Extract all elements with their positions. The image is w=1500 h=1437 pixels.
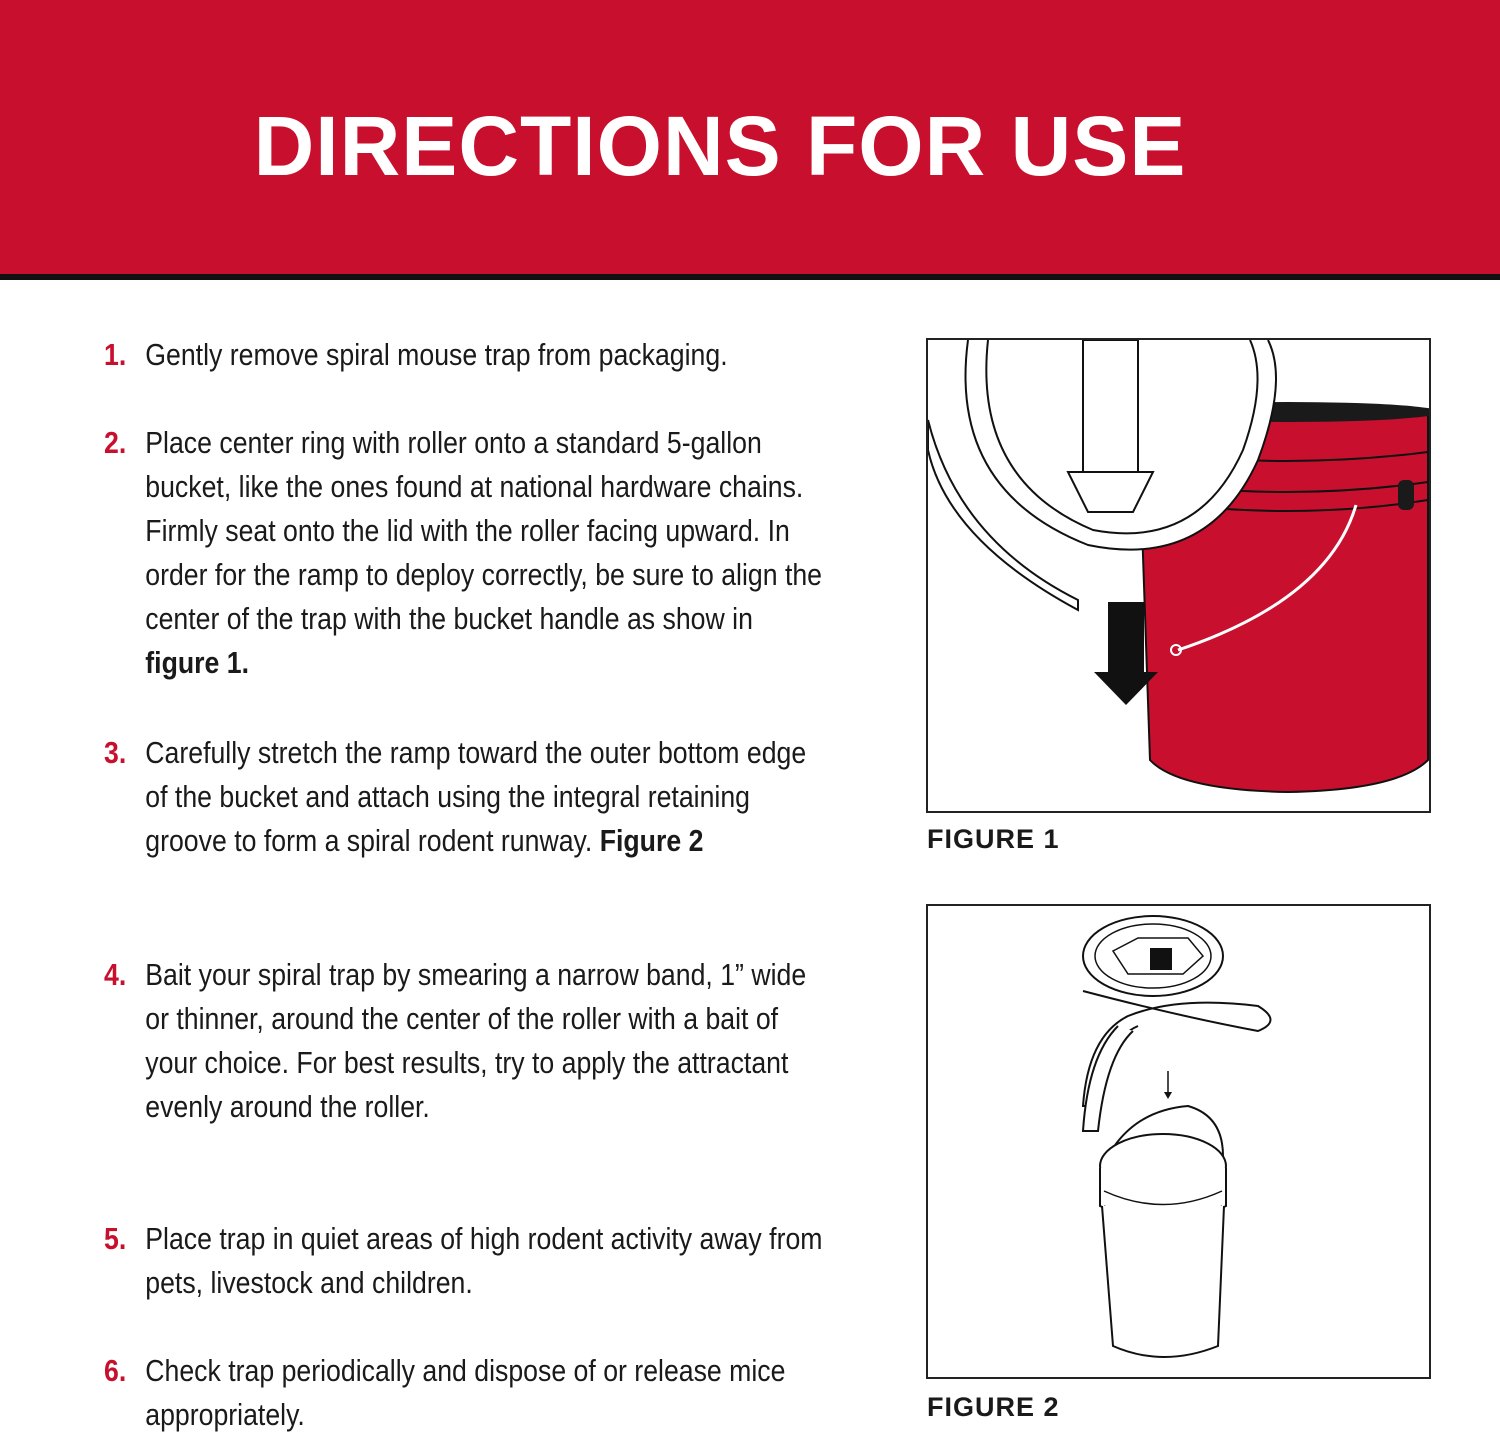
list-item: [104, 953, 919, 1129]
list-item: [104, 1349, 919, 1437]
step-number: 3.: [104, 735, 127, 770]
step-text: Gently remove spiral mouse trap from packaging.: [145, 337, 728, 372]
step-text: Check trap periodically and dispose of or release mice appropriately.: [145, 1353, 786, 1432]
step-text: Carefully stretch the ramp toward the outer bottom edge of the bucket and attach using the integral retaining groove to form a spiral rodent runway. Figure 2: [145, 735, 807, 858]
step-text: Place trap in quiet areas of high rodent activity away from pets, livestock and children.: [145, 1221, 823, 1300]
figure-2-caption: FIGURE 2: [927, 1392, 1060, 1422]
list-item: [104, 421, 919, 685]
exploded-trap-illustration: [928, 906, 1429, 1377]
roller-bait-band: [1150, 948, 1172, 970]
list-item: [104, 1217, 919, 1305]
bucket-with-trap-illustration: [928, 340, 1429, 811]
step-number: 6.: [104, 1353, 127, 1388]
step-text: Bait your spiral trap by smearing a narrow band, 1” wide or thinner, around the center of the roller with a bait of your choice. For best results, try to apply the attractant evenly around the roller.: [145, 957, 807, 1124]
step-number: 1.: [104, 337, 127, 372]
figure-1-caption: FIGURE 1: [927, 824, 1060, 854]
figure-2-illustration: [926, 904, 1431, 1379]
figure-reference: figure 1.: [145, 645, 249, 680]
figure-reference: Figure 2: [599, 823, 704, 858]
step-number: 5.: [104, 1221, 127, 1256]
list-item: [104, 731, 919, 863]
step-text: Place center ring with roller onto a standard 5-gallon bucket, like the ones found at national hardware chains. Firmly seat onto the lid with the roller facing upward. In order for the ramp to deploy correctly, be sure to align the center of the trap with the bucket handle as show in figure 1.: [145, 425, 823, 680]
figure-1-illustration: [926, 338, 1431, 813]
step-number: 4.: [104, 957, 127, 992]
page-title: DIRECTIONS FOR USE: [253, 99, 1187, 193]
down-arrow-icon: [1108, 602, 1144, 672]
handle-lug: [1398, 480, 1414, 510]
step-number: 2.: [104, 425, 127, 460]
list-item: [104, 333, 919, 377]
header-band: [0, 0, 1500, 280]
bucket-body: [1102, 1206, 1224, 1357]
center-post: [1083, 340, 1138, 480]
